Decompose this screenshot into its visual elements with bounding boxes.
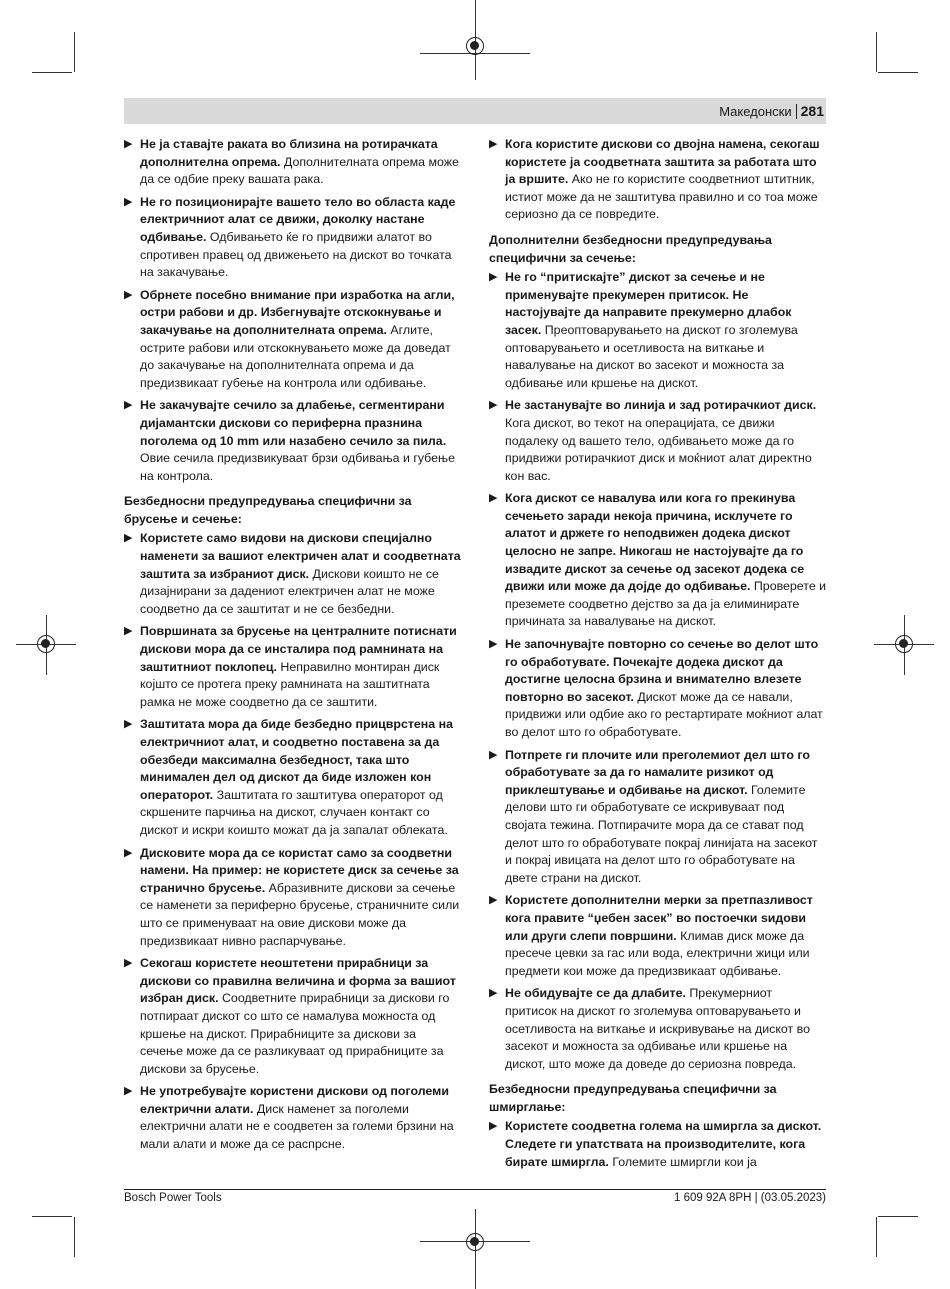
item-bold-text: Површината за брусење на централните потиснати дискови мора да се инсталира под рамнината на заштитниот поклопец. (140, 624, 457, 674)
item-text: Проверете и преземете соодветно дејство за да ја елиминирате причината за навалување на дискот. (505, 579, 827, 629)
bullet-arrow-icon: ▶ (124, 1085, 133, 1098)
safety-item (124, 623, 462, 711)
safety-item (124, 136, 462, 189)
safety-item (124, 845, 462, 951)
bullet-arrow-icon: ▶ (124, 138, 133, 150)
item-text: Големите делови што ги обработувате се искривуваат под својата тежина. Потпирачите мора да се стават под делот што го обработувате покрај линијата на засекот и покрај ивицата на делот што го обработувате на двете страни на дискот. (505, 782, 818, 885)
registration-mark-icon (466, 1233, 484, 1251)
item-text: Прекумерниот притисок на дискот го зголемува оптоварувањето и осетливоста на виткање и искривување на дискот во засекот и можноста за одбивање или кршење на дискот, што може да доведе до сериозна повреда. (505, 986, 810, 1071)
bullet-arrow-icon: ▶ (489, 399, 498, 412)
item-text: Неправилно монтиран диск којшто се протега преку рамнината на заштитната рамка не може соодветно да се заштити. (140, 659, 440, 709)
safety-item (124, 955, 462, 1078)
safety-item (489, 747, 827, 888)
item-bold-text: Не употребувајте користени дискови од поголеми електрични алати. (140, 1084, 449, 1116)
item-bold-text: Секогаш користете неоштетени прирабници за дискови со правилна величина и форма за вашиот избран диск. (140, 956, 456, 1006)
crop-mark (878, 1216, 918, 1217)
footer-left: Bosch Power Tools (124, 1192, 222, 1204)
registration-mark-icon (466, 37, 484, 55)
item-bold-text: Не започнувајте повторно со сечење во делот што го обработувате. Почекајте додека дискот да достигне целосна брзина и внимателно влезете повторно во засекот. (505, 637, 819, 704)
header-divider (796, 104, 797, 119)
section-heading: Безбедносни предупредувања специфични за шмирглање: (489, 1082, 777, 1114)
item-text: Аглите, острите рабови или отскокнувањето може да доведат до закачување на дополнителната опрема и да предизвикаат губење на контрола или одбивање. (140, 322, 451, 390)
left-column (124, 136, 462, 1159)
footer-divider (124, 1189, 826, 1190)
safety-item (489, 269, 827, 392)
item-text: Абразивните дискови за сечење се наменети за периферно брусење, страничните сили што се применуваат на овие дискови може да предизвикаат нивно распарчување. (140, 880, 460, 948)
section-heading: Дополнителни безбедносни предупредувања специфични за сечење: (489, 232, 772, 265)
item-text: Заштитата го заштитува операторот од скршените парчиња на дискот, случаен контакт со дискот и искри коишто можат да ја запалат облеката. (140, 787, 448, 837)
bullet-arrow-icon: ▶ (489, 894, 498, 907)
item-text: Овие сечила предизвикуваат брзи одбивања и губење на контрола. (140, 451, 455, 483)
safety-item (124, 194, 462, 282)
crop-mark (876, 32, 877, 72)
item-text: Дискот може да се навали, придвижи или одбие ако го рестартирате моќниот алат во делот што го обработувате. (505, 689, 823, 739)
item-bold-text: Обрнете посебно внимание при изработка на агли, остри рабови и др. Избегнувајте отскокнување и закачување на дополнителната опрема. (140, 287, 455, 337)
item-bold-text: Не го “притискајте” дискот за сечење и не применувајте прекумерен притисок. Не настојувајте да направите прекумерно длабок засек. (505, 270, 792, 337)
crop-mark (32, 1216, 72, 1217)
crop-mark (32, 72, 72, 73)
safety-item (489, 490, 827, 631)
bullet-arrow-icon: ▶ (489, 138, 498, 150)
item-bold-text: Заштитата мора да биде безбедно прицврстена на електричниот алат, и соодветно поставена за да обезбеди максимална безбедност, така што минимален дел од дискот да биде изложен кон операторот. (140, 717, 453, 802)
page-number: 281 (800, 103, 824, 119)
item-text: Дополнителната опрема може да се одбие преку вашата рака. (140, 154, 459, 187)
safety-item (124, 1083, 462, 1153)
item-text: Соодветните прирабници за дискови го потпираат дискот со што се намалува можноста од кршење на дискот. Прирабниците за дискови за сечење може да се разликуваат од прирабниците за дискови за брусење. (140, 991, 450, 1076)
item-bold-text: Потпрете ги плочите или преголемиот дел што го обработувате за да го намалите ризикот од приклештување и одбивање на дискот. (505, 747, 810, 797)
bullet-arrow-icon: ▶ (489, 1120, 498, 1133)
item-bold-text: Користете само видови на дискови специјално наменети за вашиот електричен алат и соодветната заштита за избраниот диск. (140, 531, 461, 581)
bullet-arrow-icon: ▶ (489, 987, 498, 1000)
safety-item (124, 397, 462, 485)
safety-item (489, 892, 827, 980)
item-text: Дискови коишто не се дизајнирани за дадениот електричен алат не може соодветно да се заштитат и не се безбедни. (140, 566, 439, 616)
bullet-arrow-icon: ▶ (124, 532, 133, 545)
registration-mark-icon (37, 635, 55, 653)
crop-mark (74, 32, 75, 72)
item-text: Ако не го користите соодветниот штитник, истиот може да не заштитува правилно и со тоа може сериозно да се повредите. (505, 172, 818, 222)
safety-item (489, 985, 827, 1073)
item-text: Одбивањето ќе го придвижи алатот во спротивен правец од движењето на дискот во точката на закачување. (140, 229, 452, 280)
safety-item (124, 530, 462, 618)
crop-mark (878, 72, 918, 73)
header-language: Македонски (719, 103, 792, 119)
item-text: Диск наменет за поголеми електрични алати не е соодветен за големи брзини на мали алати и може да се распрсне. (140, 1101, 454, 1152)
right-column (489, 136, 827, 1176)
item-bold-text: Дисковите мора да се користат само за соодветни намени. На пример: не користете диск за сечење за странично брусење. (140, 845, 459, 895)
bullet-arrow-icon: ▶ (124, 846, 133, 859)
bullet-arrow-icon: ▶ (124, 399, 133, 412)
bullet-arrow-icon: ▶ (489, 638, 498, 651)
item-text: Преоптоварувањето на дискот го зголемува оптоварувањето и осетливоста на виткање и навалување на дискот во засекот и можноста за одбивање или кршење на дискот. (505, 322, 798, 390)
safety-item (489, 636, 827, 742)
crop-mark (74, 1217, 75, 1257)
footer-right: 1 609 92A 8PH | (03.05.2023) (674, 1192, 826, 1204)
item-bold-text: Не обидувајте се да длабите. (505, 986, 686, 1001)
item-bold-text: Не закачувајте сечило за длабење, сегментирани дијамантски дискови со периферна празнина поголема од 10 mm или назабено сечило за пила. (140, 398, 447, 448)
bullet-arrow-icon: ▶ (489, 492, 498, 505)
item-bold-text: Не ја ставајте раката во близина на ротирачката дополнителна опрема. (140, 137, 438, 169)
bullet-arrow-icon: ▶ (124, 288, 133, 301)
crop-mark (876, 1217, 877, 1257)
item-text: Кога дискот, во текот на операцијата, се движи подалеку од вашето тело, одбивањето може да го придвижи ротирачкиот диск и моќниот алат директно кон вас. (505, 415, 812, 483)
item-text: Големите шмиргли кои ја (608, 1154, 757, 1169)
safety-item (124, 716, 462, 839)
item-bold-text: Не го позиционирајте вашето тело во областа каде електричниот алат се движи, доколку настане одбивање. (140, 194, 456, 244)
safety-item (489, 1118, 827, 1171)
bullet-arrow-icon: ▶ (124, 195, 133, 208)
bullet-arrow-icon: ▶ (124, 718, 133, 731)
item-bold-text: Користете дополнителни мерки за претпазливост кога правите “џебен засек” во постоечки ѕидови или други слепи површини. (505, 893, 813, 943)
item-bold-text: Користете соодветна голема на шмиргла за дискот. Следете ги упатствата на производителите, кога бирате шмиргла. (505, 1119, 822, 1169)
page-header (124, 98, 826, 124)
bullet-arrow-icon: ▶ (124, 957, 133, 970)
item-bold-text: Кога дискот се навалува или кога го прекинува сечењето заради некоја причина, исклучете го алатот и држете го неподвижен додека дискот целосно не запре. Никогаш не настојувајте да го извадите дискот за сечење од засекот додека се движи или може да дојде до одбивање. (505, 491, 805, 594)
item-text: Климав диск може да пресече цевки за гас или вода, електрични жици или предмети кои може да предизвикаат одбивање. (505, 928, 810, 978)
bullet-arrow-icon: ▶ (124, 625, 133, 638)
safety-item (489, 136, 827, 224)
bullet-arrow-icon: ▶ (489, 271, 498, 284)
safety-item (124, 287, 462, 393)
item-bold-text: Не застанувајте во линија и зад ротирачкиот диск. (505, 398, 817, 413)
item-bold-text: Кога користите дискови со двојна намена, секогаш користете ја соодветната заштита за работата што ја вршите. (505, 137, 820, 187)
registration-mark-icon (895, 635, 913, 653)
section-heading: Безбедносни предупредувања специфични за брусење и сечење: (124, 494, 412, 526)
safety-item (489, 397, 827, 485)
bullet-arrow-icon: ▶ (489, 748, 498, 761)
